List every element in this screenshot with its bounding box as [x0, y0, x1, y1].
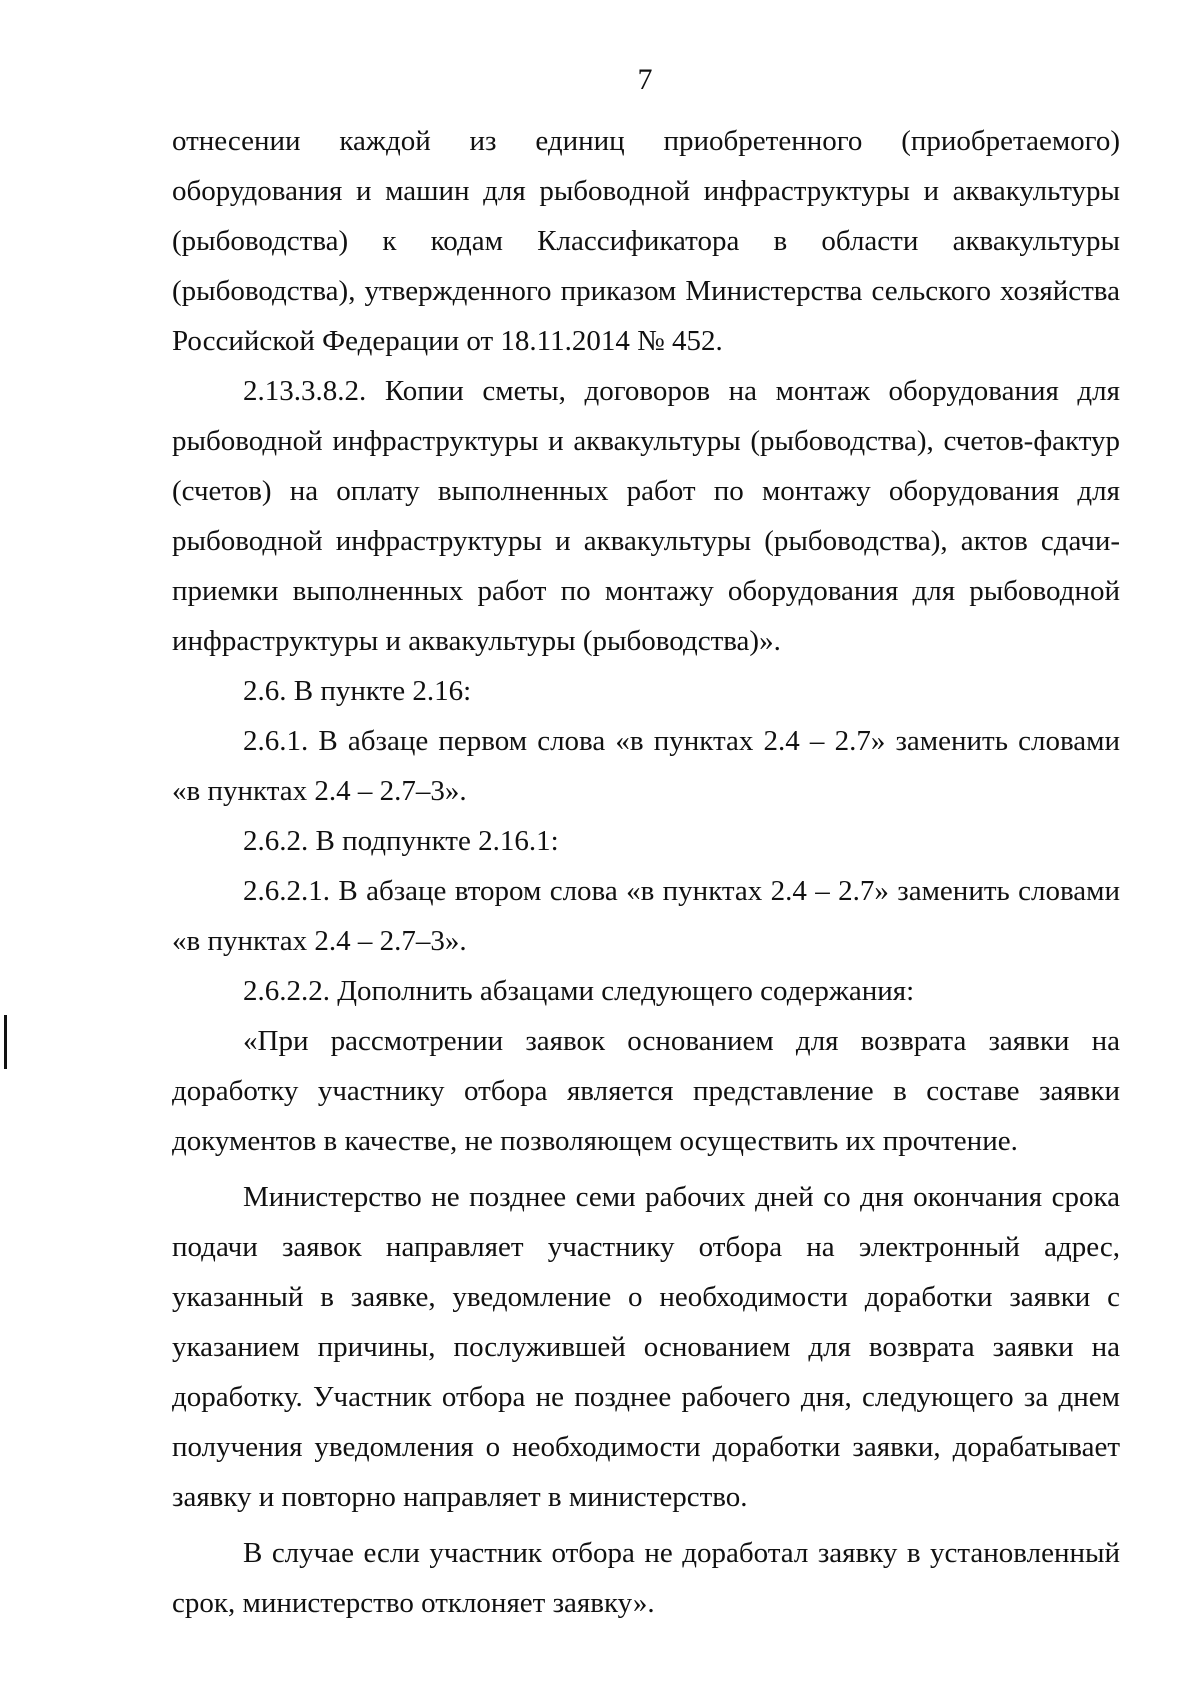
paragraph-2-6-2-2: 2.6.2.2. Дополнить абзацами следующего содержания:	[243, 975, 915, 1007]
paragraph-2-6-1: 2.6.1. В абзаце первом слова «в пунктах 2.4 – 2.7» заменить словами «в пунктах 2.4 – 2.7–3».	[172, 725, 1120, 807]
document-body	[172, 116, 1120, 1628]
paragraph-quote-review: «При рассмотрении заявок основанием для возврата заявки на доработку участнику отбора является представление в составе заявки документов в качестве, не позволяющем осуществить их прочтение.	[172, 1025, 1120, 1157]
page-number: 7	[637, 63, 653, 96]
paragraph-2-6-2: 2.6.2. В подпункте 2.16.1:	[243, 825, 559, 857]
paragraph-2-6-2-1: 2.6.2.1. В абзаце втором слова «в пунктах 2.4 – 2.7» заменить словами «в пунктах 2.4 – 2.7–3».	[172, 875, 1120, 957]
paragraph-ministry-notice: Министерство не позднее семи рабочих дней со дня окончания срока подачи заявок направляет участнику отбора на электронный адрес, указанный в заявке, уведомление о необходимости доработки заявки с указанием причины, послужившей основанием для возврата заявки на доработку. Участник отбора не позднее рабочего дня, следующего за днем получения уведомления о необходимости доработки заявки, дорабатывает заявку и повторно направляет в министерство.	[172, 1181, 1120, 1513]
paragraph-continuation: отнесении каждой из единиц приобретенного (приобретаемого) оборудования и машин для рыбоводной инфраструктуры и аквакультуры (рыбоводства) к кодам Классификатора в области аквакультуры (рыбоводства), утвержденного приказом Министерства сельского хозяйства Российской Федерации от 18.11.2014 № 452.	[172, 125, 1120, 357]
paragraph-2-6: 2.6. В пункте 2.16:	[243, 675, 472, 707]
paragraph-rejection: В случае если участник отбора не доработал заявку в установленный срок, министерство отклоняет заявку».	[172, 1537, 1120, 1619]
margin-mark	[4, 1015, 7, 1069]
paragraph-2-13-3-8-2: 2.13.3.8.2. Копии сметы, договоров на монтаж оборудования для рыбоводной инфраструктуры и аквакультуры (рыбоводства), счетов-фактур (счетов) на оплату выполненных работ по монтажу оборудования для рыбоводной инфраструктуры и аквакультуры (рыбоводства), актов сдачи-приемки выполненных работ по монтажу оборудования для рыбоводной инфраструктуры и аквакультуры (рыбоводства)».	[172, 375, 1120, 657]
